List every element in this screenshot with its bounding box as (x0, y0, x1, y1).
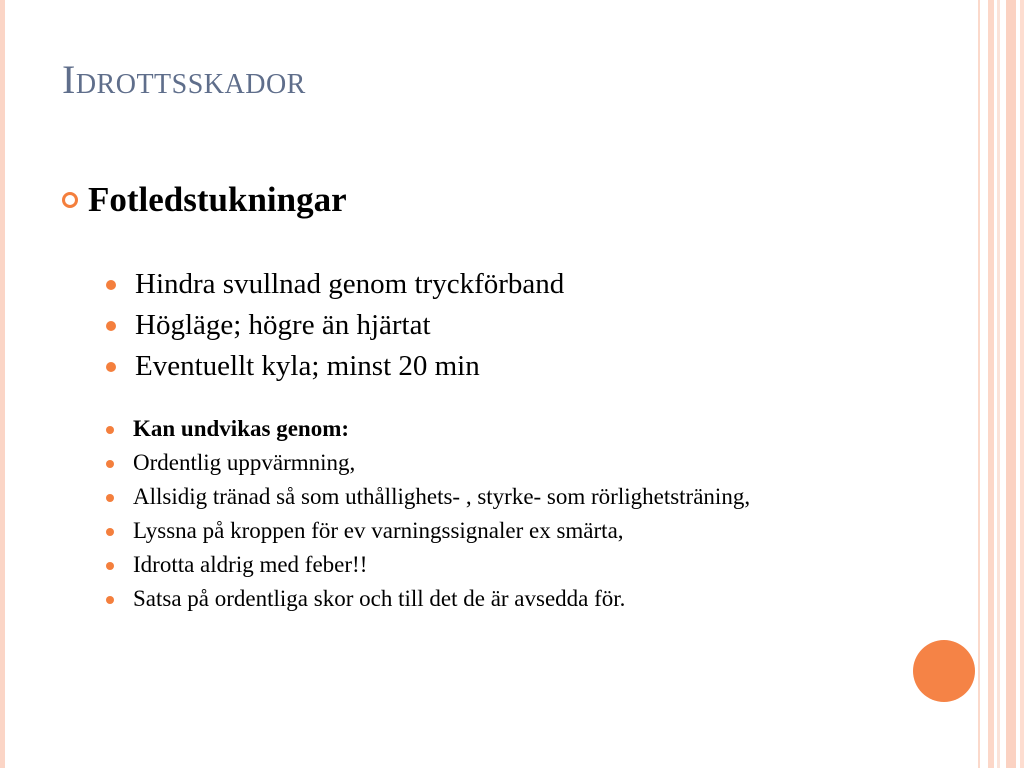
bullet-dot-icon (106, 460, 114, 468)
list-item (106, 305, 564, 346)
main-bullet (62, 180, 347, 220)
left-border-stripe (0, 0, 5, 768)
list-item (106, 416, 886, 442)
bullet-dot-icon (106, 321, 116, 331)
list-item-text: Idrotta aldrig med feber!! (133, 552, 368, 577)
bullet-dot-icon (106, 362, 116, 372)
list-item (106, 346, 564, 387)
ring-bullet-icon (62, 192, 78, 208)
sub-bullet-list (106, 264, 564, 387)
list-item-text: Högläge; högre än hjärtat (135, 309, 431, 341)
prevention-list (106, 416, 886, 620)
list-item-text: Lyssna på kroppen för ev varningssignaler ex smärta, (133, 518, 624, 543)
list-item (106, 264, 564, 305)
list-item-text: Ordentlig uppvärmning, (133, 450, 356, 475)
list-item (106, 484, 886, 510)
slide-title: Idrottsskador (62, 57, 306, 102)
bullet-dot-icon (106, 426, 114, 434)
list-item-text: Kan undvikas genom: (133, 416, 350, 441)
list-item-text: Eventuellt kyla; minst 20 min (135, 350, 480, 382)
right-decoration (974, 0, 1024, 768)
list-item-text: Satsa på ordentliga skor och till det de är avsedda för. (133, 586, 626, 611)
bullet-dot-icon (106, 494, 114, 502)
main-heading: Fotledstukningar (88, 180, 347, 219)
list-item (106, 552, 886, 578)
list-item (106, 586, 886, 612)
bullet-dot-icon (106, 528, 114, 536)
list-item (106, 518, 886, 544)
bullet-dot-icon (106, 280, 116, 290)
list-item-text: Allsidig tränad så som uthållighets- , styrke- som rörlighetsträning, (133, 484, 751, 509)
bullet-dot-icon (106, 562, 114, 570)
decorative-circle (913, 640, 975, 702)
list-item (106, 450, 886, 476)
list-item-text: Hindra svullnad genom tryckförband (135, 268, 565, 300)
bullet-dot-icon (106, 596, 114, 604)
